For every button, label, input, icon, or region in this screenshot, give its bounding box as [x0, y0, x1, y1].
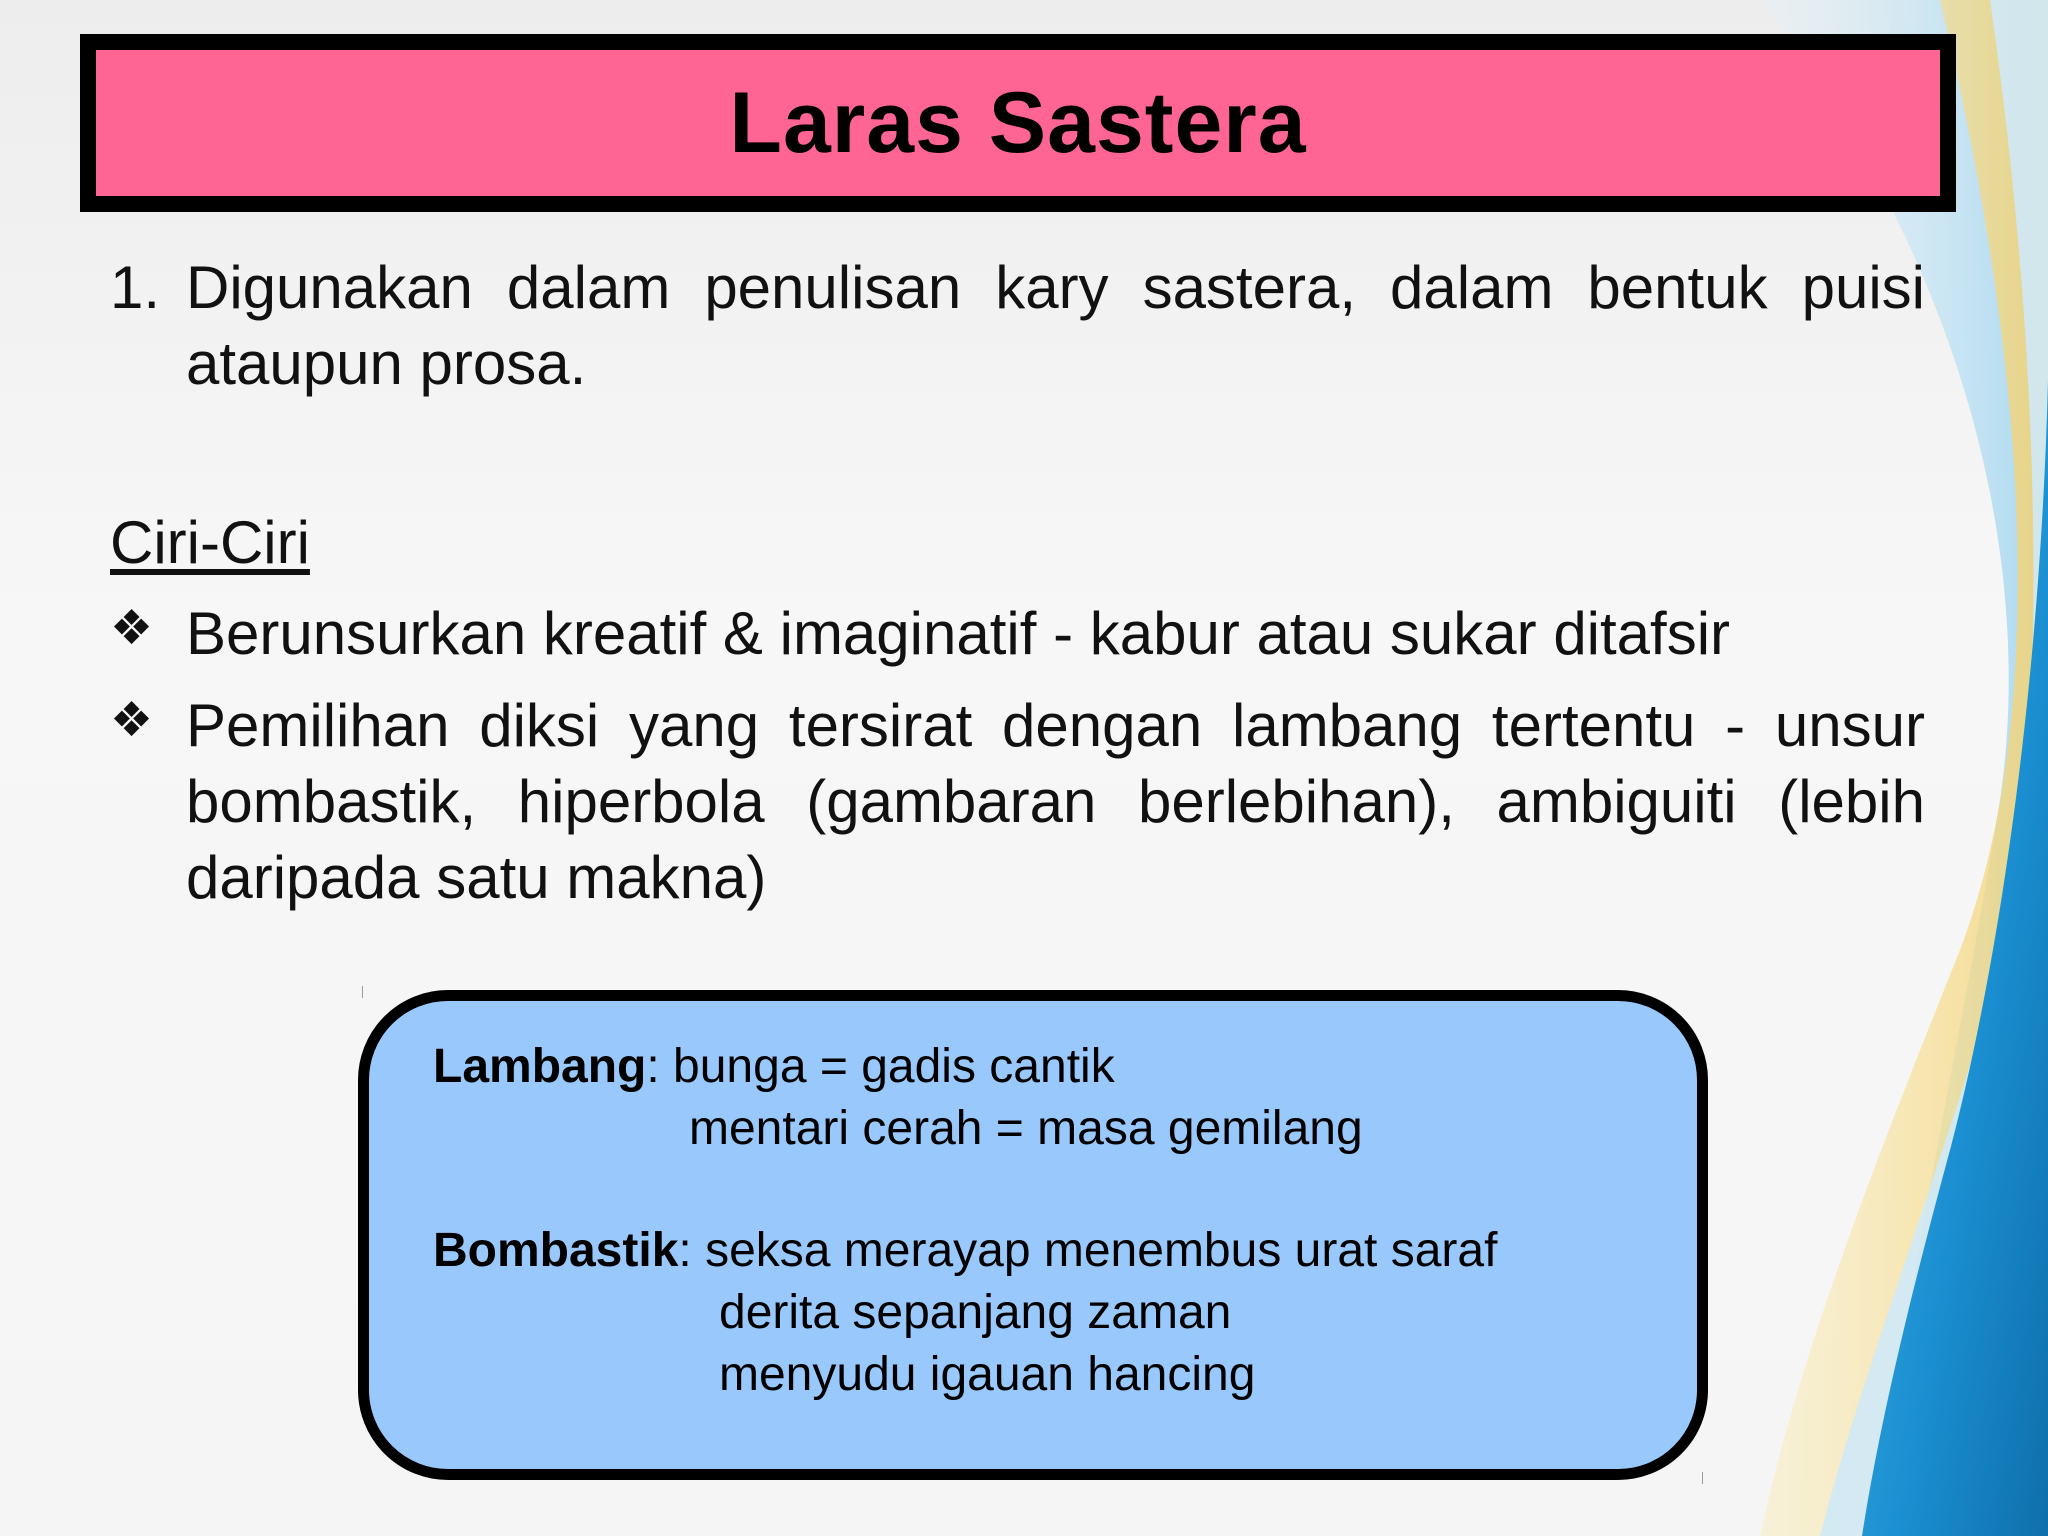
bullet-item: [110, 688, 1925, 916]
diamond-bullet-icon: ❖: [110, 600, 154, 656]
selection-tick: [1702, 1472, 1703, 1484]
lambang-label: Lambang: [433, 1040, 647, 1093]
bullet-text: Berunsurkan kreatif & imaginatif - kabur atau sukar ditafsir: [186, 600, 1731, 667]
bombastik-example: : seksa merayap menembus urat saraf: [678, 1224, 1498, 1277]
lambang-example: : bunga = gadis cantik: [646, 1040, 1115, 1093]
examples-box: [358, 990, 1708, 1480]
lambang-line-1: [433, 1037, 1115, 1097]
bombastik-line-2: [719, 1283, 1231, 1343]
bullet-text: Pemilihan diksi yang tersirat dengan lambang tertentu - unsur bombastik, hiperbola (gambaran berlebihan), ambiguiti (lebih daripada satu makna): [186, 692, 1925, 911]
bullet-item: [110, 596, 1925, 672]
point-number: 1.: [110, 254, 161, 321]
ciri-ciri-heading: Ciri-Ciri: [110, 509, 310, 576]
diamond-bullet-icon: ❖: [110, 692, 154, 748]
selection-tick: [362, 986, 363, 998]
slide-title: Laras Sastera: [729, 74, 1307, 171]
bombastik-label: Bombastik: [433, 1224, 679, 1277]
title-banner: [80, 34, 1956, 212]
bombastik-line-1: [433, 1221, 1497, 1281]
numbered-point-1: [110, 250, 1925, 402]
lambang-example: mentari cerah = masa gemilang: [689, 1102, 1363, 1155]
lambang-line-2: [689, 1099, 1363, 1159]
bombastik-example: menyudu igauan hancing: [719, 1348, 1256, 1401]
bombastik-line-3: [719, 1345, 1255, 1405]
bombastik-example: derita sepanjang zaman: [719, 1286, 1232, 1339]
point-text: Digunakan dalam penulisan kary sastera, dalam bentuk puisi ataupun prosa.: [186, 254, 1925, 397]
